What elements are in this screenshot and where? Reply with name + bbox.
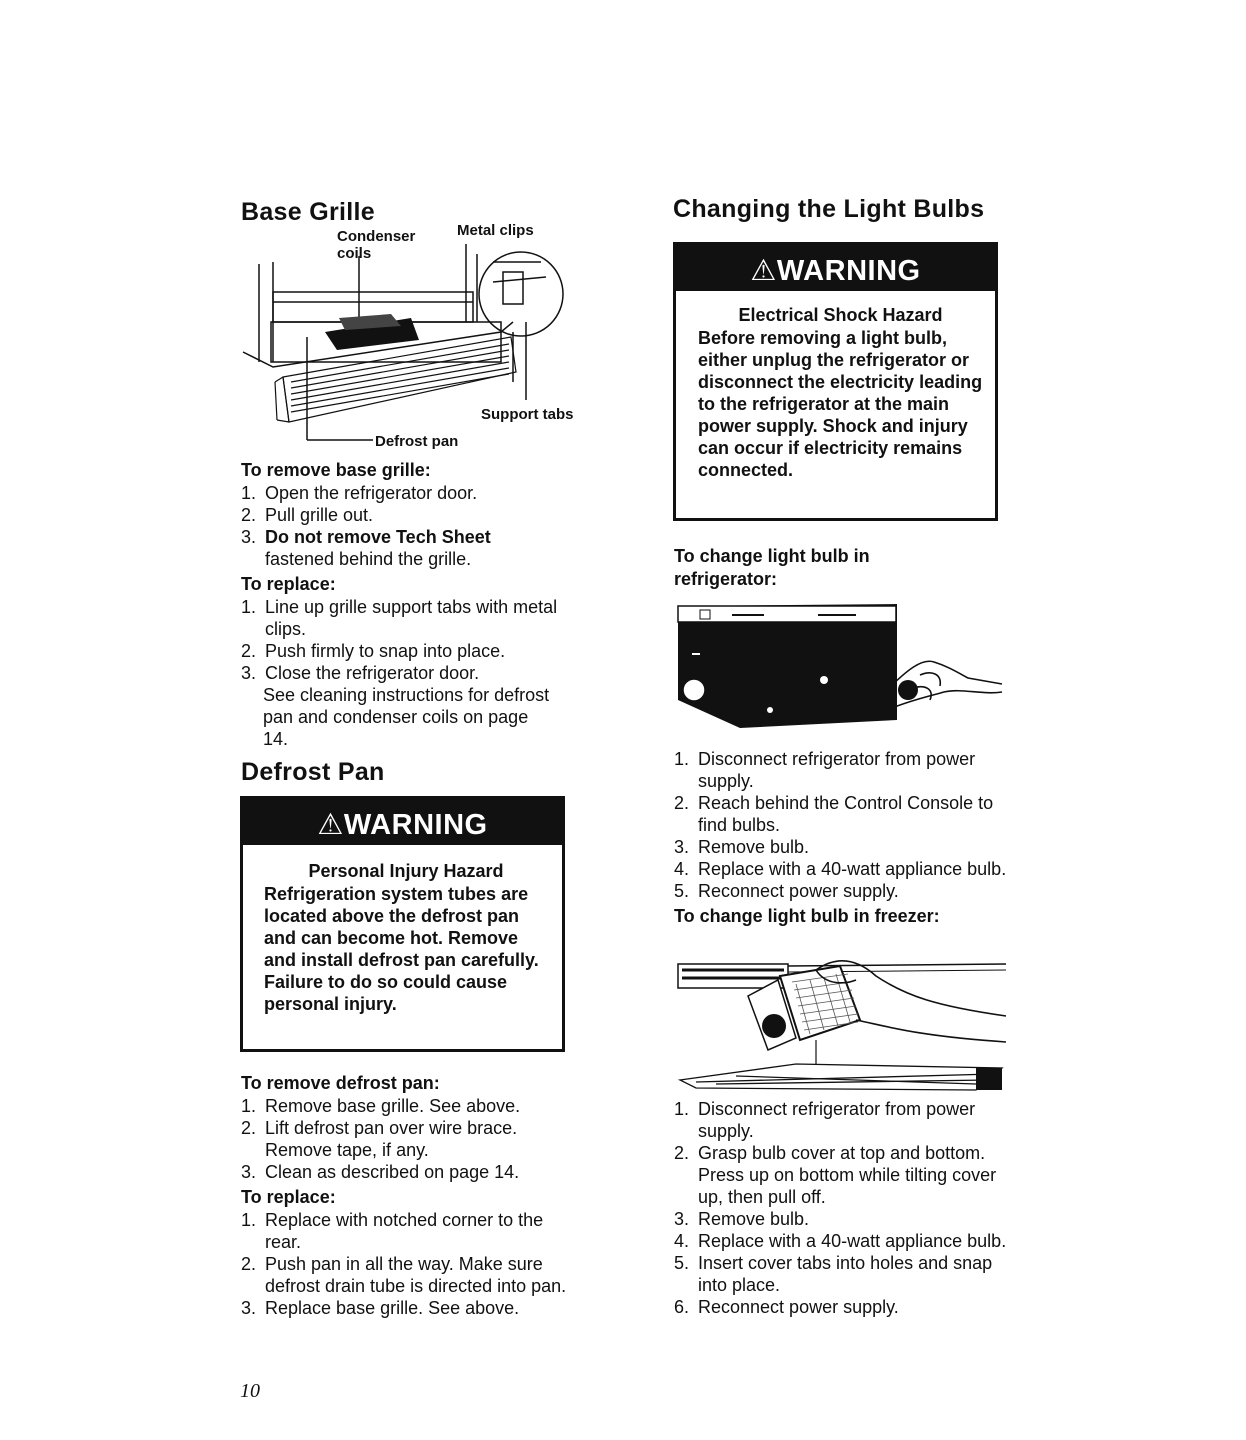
warning-triangle-icon: ⚠ (750, 255, 777, 287)
list-item: 2. Reach behind the Control Console to find bulbs. (674, 793, 994, 835)
fridge-bulb-instructions (674, 748, 1014, 928)
remove-defrost-pan-heading: To remove defrost pan: (241, 1073, 440, 1093)
list-item: 2. Pull grille out. (241, 505, 374, 525)
list-item: 2. Grasp bulb cover at top and bottom. Press up on bottom while tilting cover up, then pull off. (674, 1143, 997, 1207)
freezer-bulb-illustration (676, 956, 1010, 1098)
cleaning-note: See cleaning instructions for defrost pan and condenser coils on page 14. (263, 685, 550, 749)
replace-base-grille-steps (241, 596, 571, 684)
shock-warning-header: ⚠WARNING (676, 245, 995, 291)
replace-defrost-pan-heading: To replace: (241, 1187, 336, 1207)
list-item: 5. Reconnect power supply. (674, 881, 899, 901)
freezer-bulb-heading: To change light bulb in freezer: (674, 906, 940, 926)
remove-defrost-pan-steps (241, 1095, 571, 1183)
list-item: 5. Insert cover tabs into holes and snap into place. (674, 1253, 993, 1295)
list-item: 1. Disconnect refrigerator from power supply. (674, 749, 976, 791)
list-item: 3. Replace base grille. See above. (241, 1298, 520, 1318)
list-item: 6. Reconnect power supply. (674, 1297, 899, 1317)
freezer-bulb-instructions (674, 1098, 1014, 1318)
fridge-bulb-steps (674, 748, 1014, 902)
defrost-pan-instructions (241, 1072, 571, 1319)
list-item: 1. Line up grille support tabs with metal clips. (241, 597, 558, 639)
base-grille-illustration (241, 222, 586, 457)
list-item: 3. Do not remove Tech Sheet fastened behind the grille. (241, 527, 491, 569)
label-defrost-pan: Defrost pan (375, 433, 459, 450)
replace-base-grille-heading: To replace: (241, 574, 336, 594)
list-item: 4. Replace with a 40-watt appliance bulb. (674, 1231, 1007, 1251)
list-item: 2. Lift defrost pan over wire brace. Remove tape, if any. (241, 1118, 518, 1160)
list-item: 1. Open the refrigerator door. (241, 483, 478, 503)
list-item: 3. Remove bulb. (674, 837, 810, 857)
label-coils: coils (337, 245, 372, 262)
remove-base-grille-steps (241, 482, 571, 570)
freezer-bulb-steps (674, 1098, 1014, 1318)
shock-warning-text: Before removing a light bulb, either unplug the refrigerator or disconnect the electricity leading to the refrigerator at the main power supply. Shock and injury can occur if electricity remains connected. (698, 328, 983, 480)
list-item: 1. Replace with notched corner to the rear. (241, 1210, 544, 1252)
list-item: 3. Clean as described on page 14. (241, 1162, 520, 1182)
label-metal-clips: Metal clips (457, 222, 534, 239)
base-grille-diagram (241, 222, 586, 457)
remove-base-grille-heading: To remove base grille: (241, 460, 431, 480)
list-item: 1. Remove base grille. See above. (241, 1096, 521, 1116)
defrost-warning-text: Refrigeration system tubes are located above the defrost pan and can become hot. Remove and install defrost pan carefully. Failure to do so could cause personal injury. (264, 884, 539, 1014)
label-support-tabs: Support tabs (481, 406, 574, 423)
refrigerator-bulb-illustration (672, 600, 1006, 735)
defrost-pan-section (241, 758, 385, 787)
list-item: 3. Close the refrigerator door. (241, 663, 480, 683)
page-number: 10 (240, 1380, 260, 1402)
warning-triangle-icon: ⚠ (317, 809, 344, 841)
defrost-warning-title: Personal Injury Hazard (308, 861, 504, 881)
defrost-warning-box (240, 796, 565, 1052)
label-condenser: Condenser (337, 228, 416, 245)
fridge-bulb-heading (674, 545, 974, 591)
list-item: 4. Replace with a 40-watt appliance bulb. (674, 859, 1007, 879)
list-item: 1. Disconnect refrigerator from power supply. (674, 1099, 976, 1141)
shock-warning-box (673, 242, 998, 521)
shock-warning-title: Electrical Shock Hazard (738, 305, 943, 325)
defrost-pan-title: Defrost Pan (241, 758, 385, 786)
list-item: 2. Push firmly to snap into place. (241, 641, 506, 661)
base-grille-title: Base Grille (241, 198, 375, 226)
light-bulbs-title: Changing the Light Bulbs (673, 195, 985, 223)
base-grille-instructions (241, 459, 571, 750)
list-item: 2. Push pan in all the way. Make sure defrost drain tube is directed into pan. (241, 1254, 567, 1296)
replace-defrost-pan-steps (241, 1209, 571, 1319)
list-item: 3. Remove bulb. (674, 1209, 810, 1229)
defrost-warning-header: ⚠WARNING (243, 799, 562, 845)
light-bulbs-section (673, 195, 1013, 224)
fridge-bulb-heading-text: To change light bulb in refrigerator: (674, 546, 870, 589)
